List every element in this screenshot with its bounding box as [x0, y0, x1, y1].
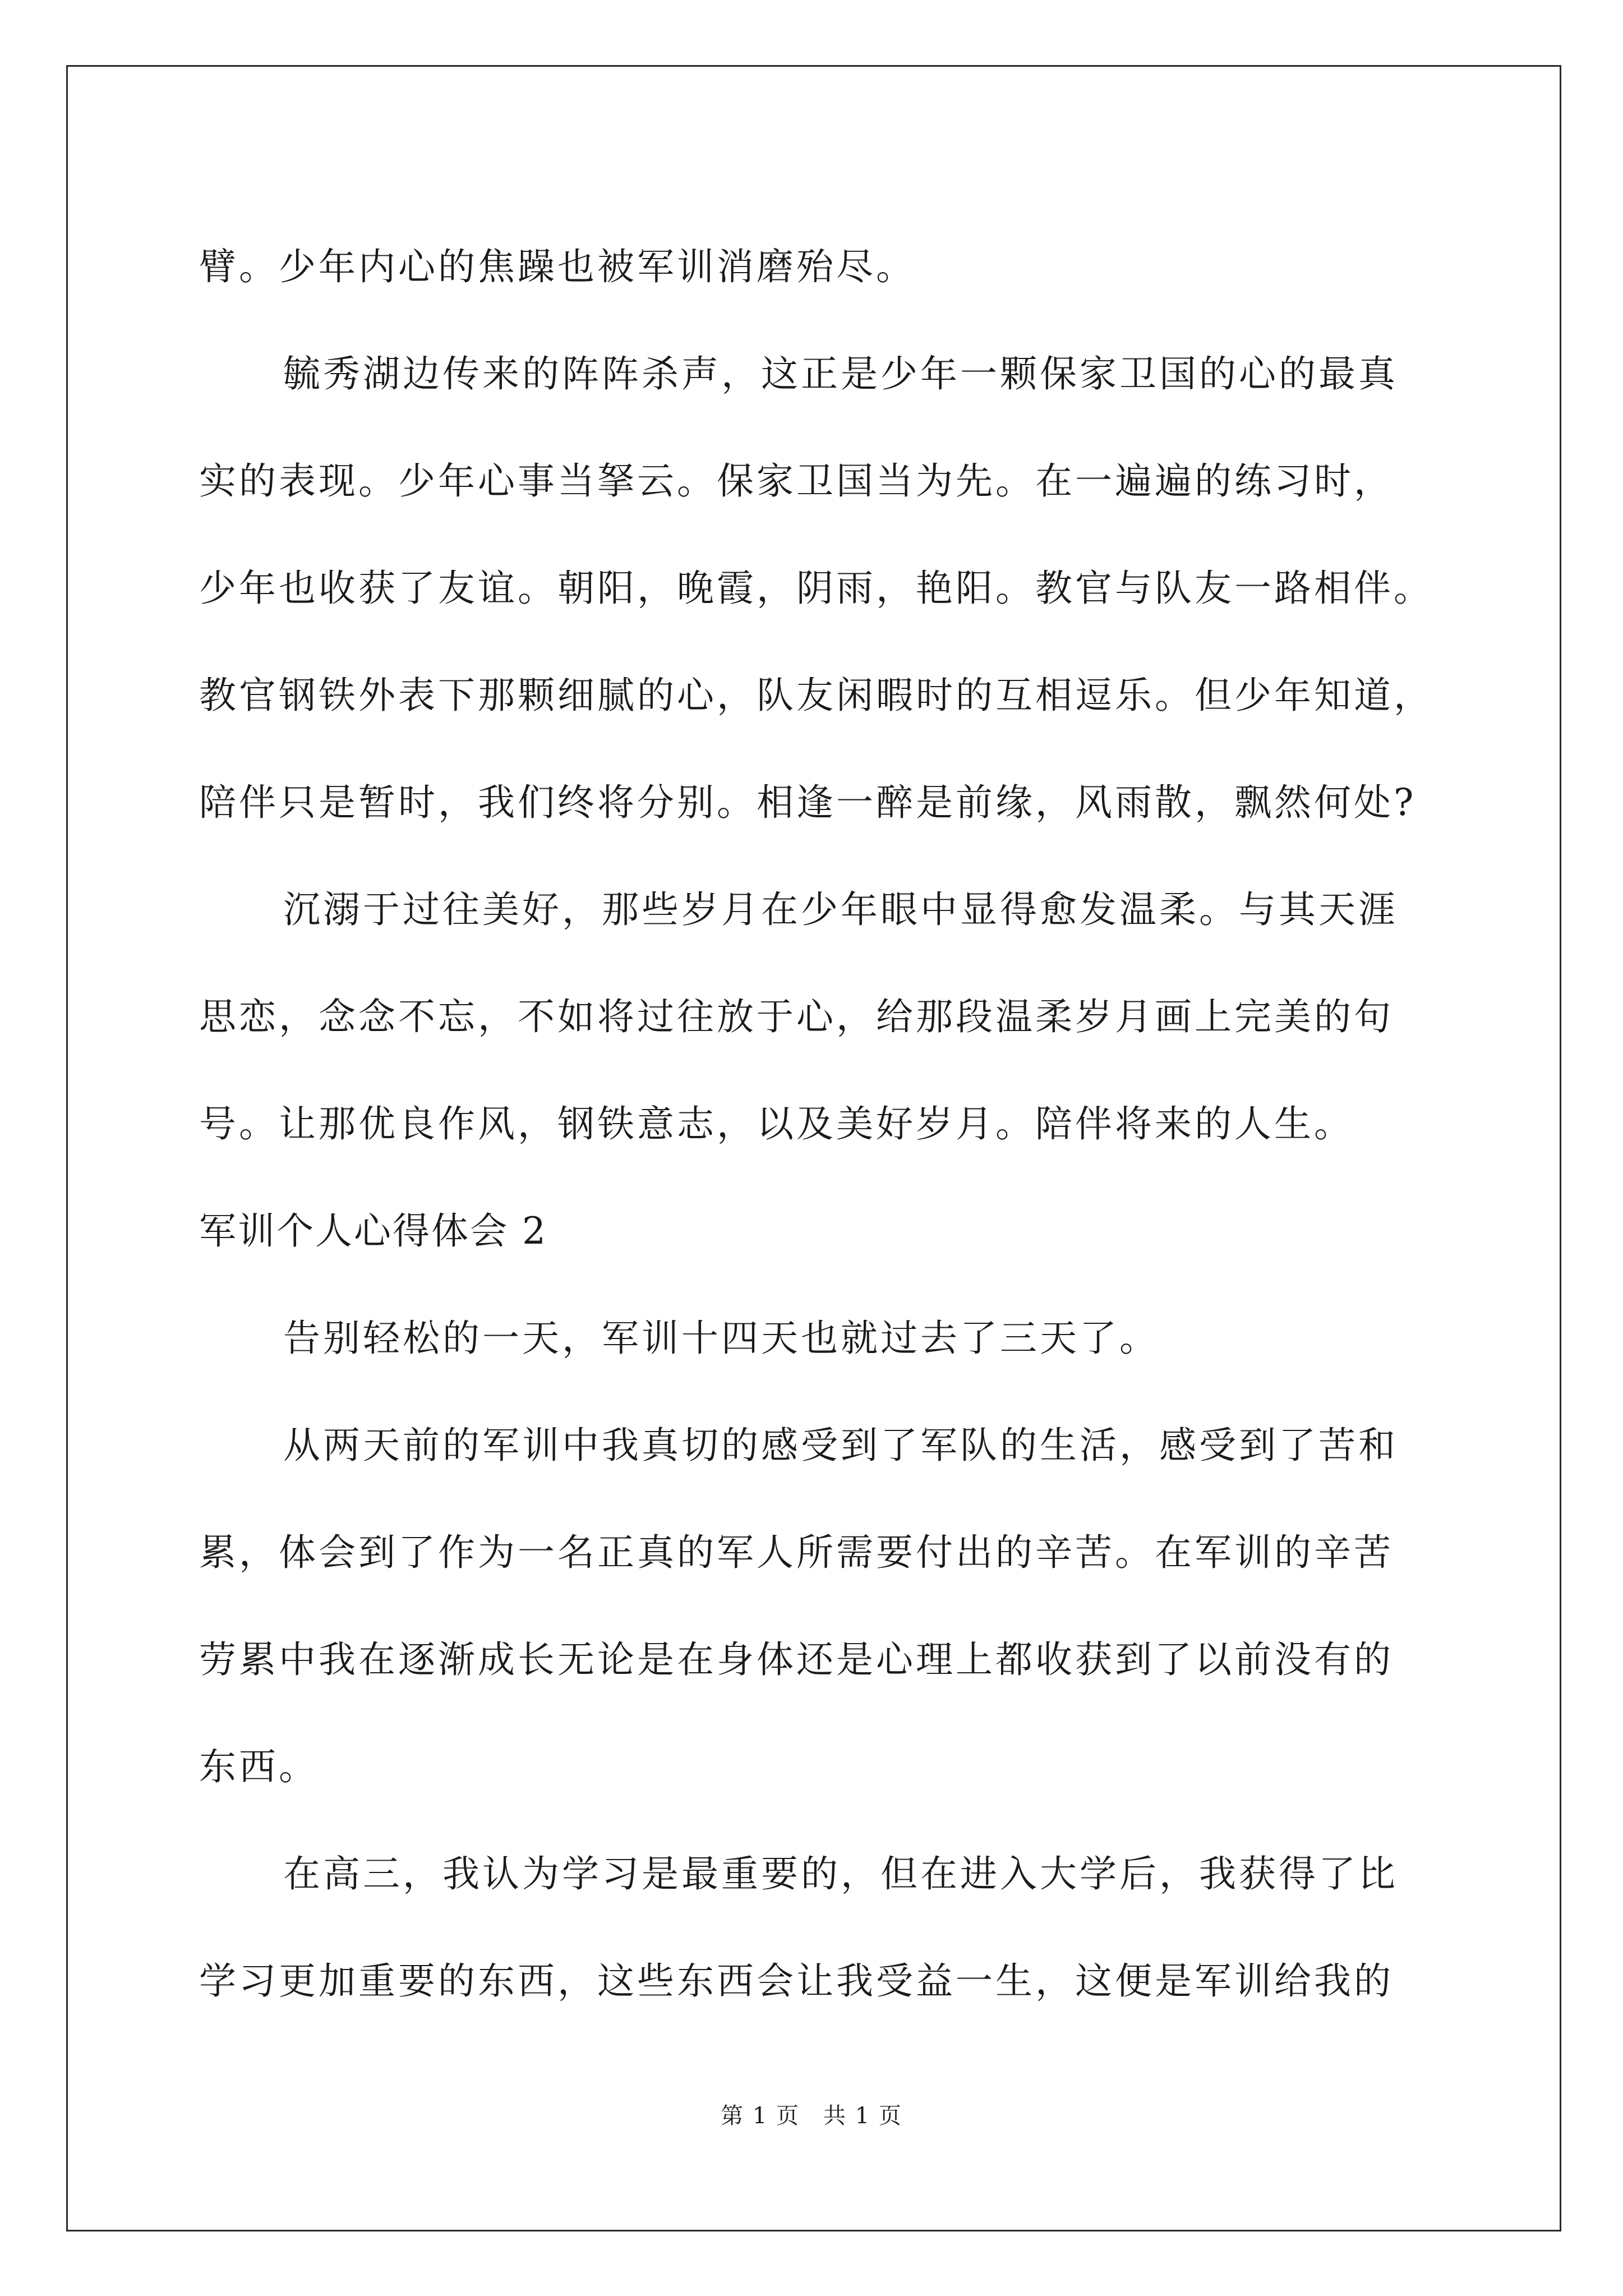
text-line: 教官钢铁外表下那颗细腻的心，队友闲暇时的互相逗乐。但少年知道，	[199, 674, 1433, 717]
text-line: 陪伴只是暂时，我们终将分别。相逢一醉是前缘，风雨散，飘然何处?	[199, 781, 1417, 824]
text-line: 少年也收获了友谊。朝阳，晚霞，阴雨，艳阳。教官与队友一路相伴。	[199, 567, 1433, 610]
text-line: 实的表现。少年心事当拏云。保家卫国当为先。在一遍遍的练习时，	[199, 459, 1394, 503]
text-line: 思恋，念念不忘，不如将过往放于心，给那段温柔岁月画上完美的句	[199, 995, 1394, 1038]
text-line: 劳累中我在逐渐成长无论是在身体还是心理上都收获到了以前没有的	[199, 1638, 1394, 1681]
paragraph-start: 从两天前的军训中我真切的感受到了军队的生活，感受到了苦和	[283, 1424, 1398, 1467]
paragraph-start: 告别轻松的一天，军训十四天也就过去了三天了。	[283, 1317, 1159, 1360]
text-line: 累，体会到了作为一名正真的军人所需要付出的辛苦。在军训的辛苦	[199, 1531, 1394, 1574]
page-number-footer: 第 1 页 共 1 页	[721, 2103, 902, 2129]
text-line: 学习更加重要的东西，这些东西会让我受益一生，这便是军训给我的	[199, 1959, 1394, 2003]
paragraph-start: 沉溺于过往美好，那些岁月在少年眼中显得愈发温柔。与其天涯	[283, 888, 1398, 931]
text-line: 东西。	[199, 1745, 319, 1788]
section-heading: 军训个人心得体会 2	[199, 1209, 547, 1253]
paragraph-start: 毓秀湖边传来的阵阵杀声，这正是少年一颗保家卫国的心的最真	[283, 352, 1398, 395]
text-line: 号。让那优良作风，钢铁意志，以及美好岁月。陪伴将来的人生。	[199, 1102, 1354, 1145]
document-body	[199, 213, 1433, 2035]
paragraph-start: 在高三，我认为学习是最重要的，但在进入大学后，我获得了比	[283, 1852, 1398, 1895]
text-line: 臂。少年内心的焦躁也被军训消磨殆尽。	[199, 245, 916, 288]
